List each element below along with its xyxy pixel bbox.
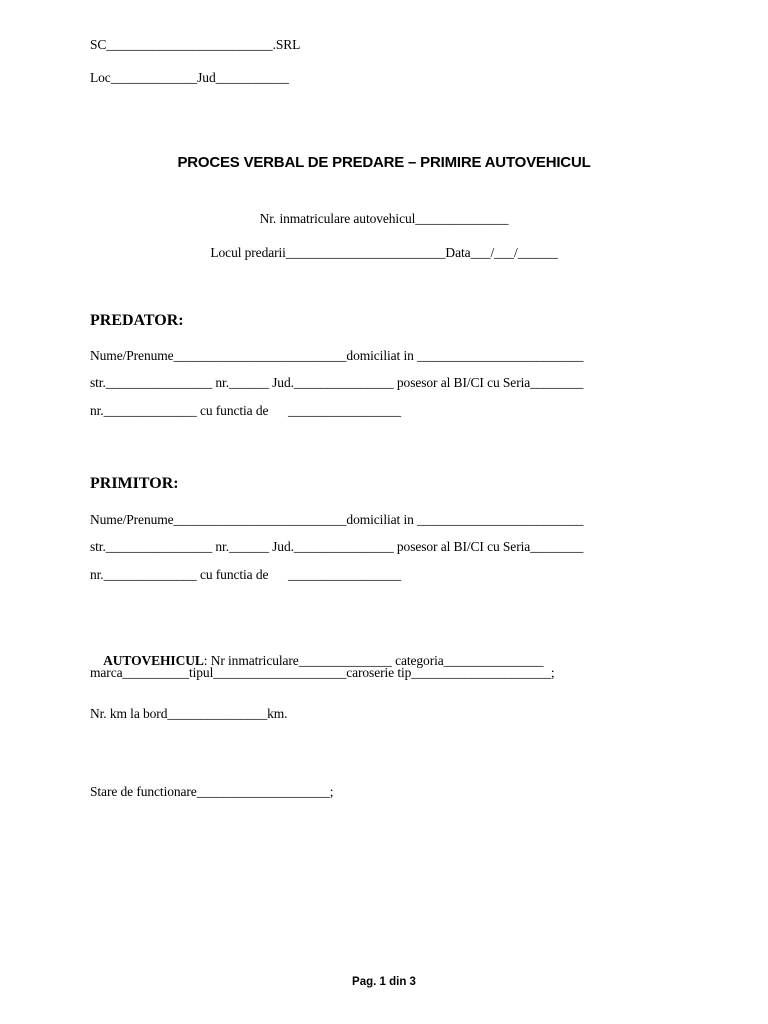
state-line: Stare de functionare____________________; — [90, 784, 334, 799]
primitor-function-line: nr.______________ cu functia de _________________ — [90, 567, 402, 582]
autovehicul-registration-category: : Nr inmatriculare______________ categoria_______________ — [203, 653, 544, 668]
predator-heading: PREDATOR: — [90, 312, 184, 329]
predator-function-line: nr.______________ cu functia de _________________ — [90, 403, 402, 418]
autovehicul-label: AUTOVEHICUL — [103, 653, 204, 668]
predator-name-line: Nume/Prenume__________________________domiciliat in _________________________ — [90, 348, 584, 363]
km-line: Nr. km la bord_______________km. — [90, 706, 288, 721]
primitor-heading: PRIMITOR: — [90, 475, 179, 492]
company-line: SC_________________________.SRL — [90, 37, 301, 52]
document-title: PROCES VERBAL DE PREDARE – PRIMIRE AUTOVEHICUL — [177, 154, 591, 171]
registration-line: Nr. inmatriculare autovehicul______________ — [259, 211, 509, 226]
primitor-name-line: Nume/Prenume__________________________domiciliat in _________________________ — [90, 512, 584, 527]
location-line: Loc_____________Jud___________ — [90, 70, 289, 85]
autovehicul-make-type-line: marca__________tipul____________________caroserie tip_____________________; — [90, 665, 555, 680]
primitor-street-line: str.________________ nr.______ Jud._______________ posesor al BI/CI cu Seria________ — [90, 539, 584, 554]
place-date-line: Locul predarii________________________Data___/___/______ — [210, 245, 558, 260]
page-number: Pag. 1 din 3 — [352, 976, 416, 988]
predator-street-line: str.________________ nr.______ Jud._______________ posesor al BI/CI cu Seria________ — [90, 375, 584, 390]
